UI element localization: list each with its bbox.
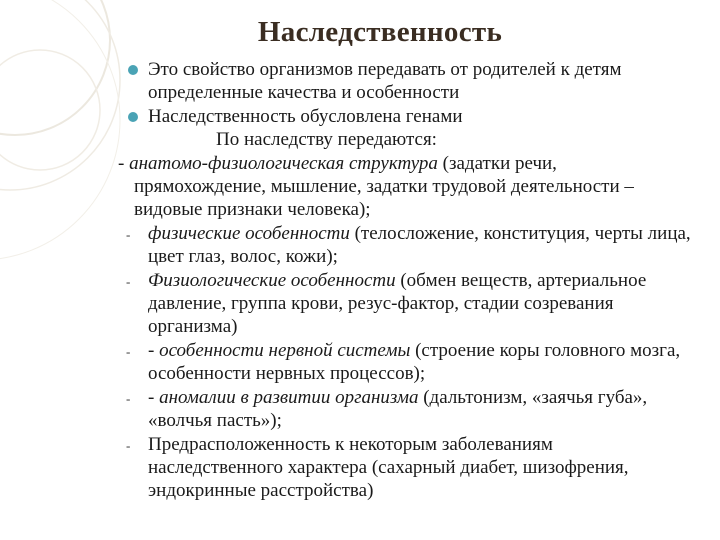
- item-italic: аномалии в развитии организма: [159, 386, 419, 408]
- bullet-dot-icon: [128, 65, 138, 75]
- item-dash: -: [126, 343, 131, 359]
- item-italic: особенности нервной системы: [159, 339, 411, 361]
- list-item: [126, 433, 692, 503]
- item-dash: -: [126, 273, 131, 289]
- item-prefix: -: [148, 386, 160, 408]
- bullet-dot-icon: [128, 112, 138, 122]
- item-text: Предрасположенность к некоторым заболеваниям наследственного характера (сахарный диабет, шизофрения, эндокринные расстройства): [148, 433, 629, 502]
- item-dash: -: [126, 226, 131, 242]
- item-dash: -: [118, 152, 130, 174]
- slide-title: Наследственность: [257, 16, 503, 48]
- item-dash: -: [126, 390, 131, 406]
- list-item: [126, 339, 692, 386]
- item-text: (задатки речи, прямохождение, мышление, задатки трудовой деятельности – видовые признаки человека);: [134, 152, 634, 221]
- item-dash: -: [126, 437, 131, 453]
- item-text: (обмен веществ, артериальное давление, группа крови, резус-фактор, стадии созревания организма): [148, 269, 647, 338]
- item-text: (дальтонизм, «заячья губа», «волчья пасть»);: [148, 386, 648, 432]
- bullet-text: Наследственность обусловлена генами: [148, 105, 463, 127]
- list-item: [118, 152, 692, 222]
- bullet-text: Это свойство организмов передавать от родителей к детям определенные качества и особенности: [148, 59, 622, 104]
- item-prefix: -: [148, 339, 160, 361]
- bullet-item: [132, 58, 692, 105]
- bullet-item: [132, 105, 692, 128]
- slide-body: [118, 58, 692, 503]
- list-item: [126, 222, 692, 269]
- item-italic: Физиологические особенности: [148, 269, 396, 291]
- subheading: По наследству передаются:: [216, 129, 437, 151]
- list-item: [126, 386, 692, 433]
- item-italic: физические особенности: [148, 222, 350, 244]
- item-italic: анатомо-физиологическая структура: [129, 152, 438, 174]
- item-text: (телосложение, конституция, черты лица, цвет глаз, волос, кожи);: [148, 222, 691, 268]
- list-item: [126, 269, 692, 339]
- item-text: (строение коры головного мозга, особенности нервных процессов);: [148, 339, 681, 385]
